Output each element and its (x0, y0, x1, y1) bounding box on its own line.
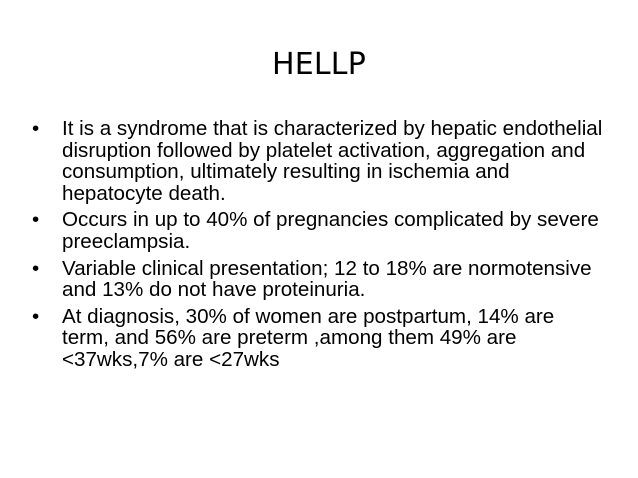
bullet-item (32, 118, 604, 204)
bullet-point-icon: • (32, 304, 40, 328)
bullet-item (32, 209, 604, 252)
bullet-item (32, 306, 604, 371)
bullet-text: Occurs in up to 40% of pregnancies complicated by severe preeclampsia. (62, 208, 599, 253)
bullet-text: Variable clinical presentation; 12 to 18% are normotensive and 13% do not have proteinuria. (62, 256, 592, 302)
bullet-point-icon: • (32, 256, 40, 280)
bullet-point-icon: • (32, 117, 40, 140)
slide-title: HELLP (271, 47, 367, 82)
bullet-text: It is a syndrome that is characterized by hepatic endothelial disruption followed by platelet activation, aggregation and consumption, ultimately resulting in ischemia and hepatocyte death. (62, 117, 603, 205)
bullet-text: At diagnosis, 30% of women are postpartum, 14% are term, and 56% are preterm ,among them 49% are <37wks,7% are <27wks (62, 304, 555, 371)
bullet-list (32, 118, 604, 376)
bullet-item (32, 258, 604, 301)
bullet-point-icon: • (32, 208, 40, 232)
